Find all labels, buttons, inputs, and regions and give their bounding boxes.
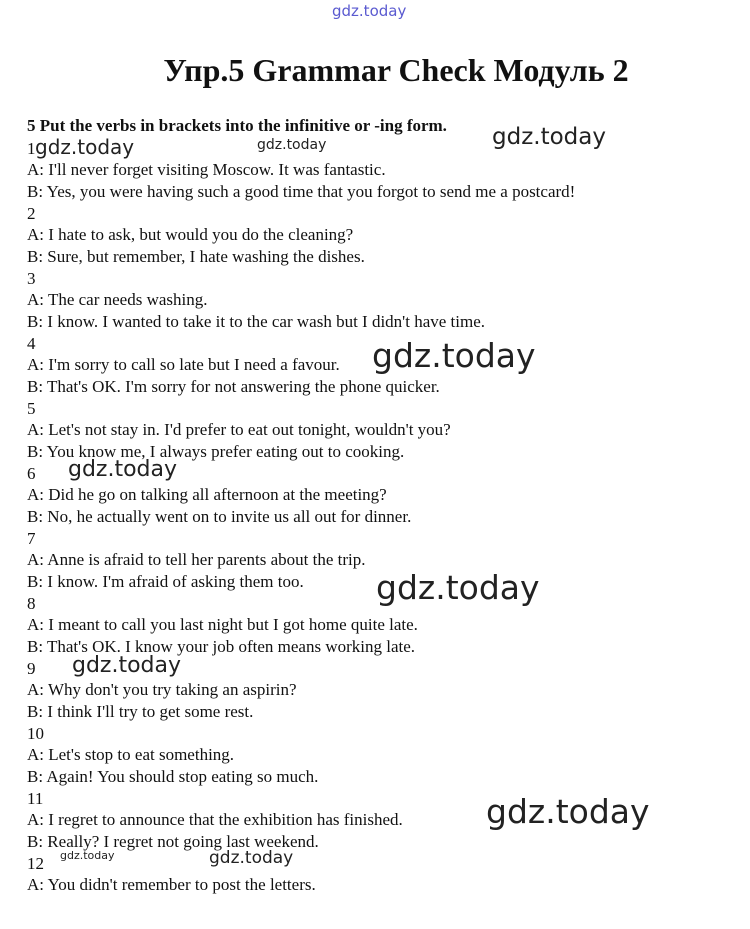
watermark: gdz.today xyxy=(376,568,540,607)
text-line: B: I know. I'm afraid of asking them too. xyxy=(27,572,304,591)
text-line: 2 xyxy=(27,204,36,223)
text-line: B: No, he actually went on to invite us all out for dinner. xyxy=(27,507,412,526)
text-line: 1 xyxy=(27,139,36,158)
text-line: 8 xyxy=(27,594,36,613)
text-line: 5 xyxy=(27,399,36,418)
text-line: A: Did he go on talking all afternoon at the meeting? xyxy=(27,485,387,504)
watermark: gdz.today xyxy=(72,653,182,678)
text-line: 10 xyxy=(27,724,44,743)
text-line: A: I hate to ask, but would you do the cleaning? xyxy=(27,225,354,244)
text-line: A: I meant to call you last night but I got home quite late. xyxy=(27,615,418,634)
watermark: gdz.today xyxy=(68,457,178,482)
text-line: 7 xyxy=(27,529,36,548)
text-line: A: Let's not stay in. I'd prefer to eat out tonight, wouldn't you? xyxy=(27,420,451,439)
watermark: gdz.today xyxy=(209,848,294,868)
text-line: B: Again! You should stop eating so much. xyxy=(27,767,319,786)
watermark: gdz.today xyxy=(486,792,650,831)
text-line: B: Sure, but remember, I hate washing the dishes. xyxy=(27,247,365,266)
text-line: 12 xyxy=(27,854,44,873)
text-line: 6 xyxy=(27,464,36,483)
text-line: B: You know me, I always prefer eating out to cooking. xyxy=(27,442,405,461)
text-line: A: Let's stop to eat something. xyxy=(27,745,235,764)
text-line: B: That's OK. I'm sorry for not answering the phone quicker. xyxy=(27,377,440,396)
text-line: A: I regret to announce that the exhibition has finished. xyxy=(27,810,403,829)
watermark-top: gdz.today xyxy=(332,2,407,20)
text-line: A: The car needs washing. xyxy=(27,290,208,309)
watermark: gdz.today xyxy=(35,135,135,159)
page-title: Упр.5 Grammar Check Модуль 2 xyxy=(163,52,629,88)
text-line: A: I'll never forget visiting Moscow. It was fantastic. xyxy=(27,160,386,179)
text-line: 4 xyxy=(27,334,36,353)
text-line: A: Anne is afraid to tell her parents about the trip. xyxy=(27,550,366,569)
watermark: gdz.today xyxy=(492,124,606,150)
watermark: gdz.today xyxy=(257,137,327,153)
text-line: B: I think I'll try to get some rest. xyxy=(27,702,254,721)
text-line: A: Why don't you try taking an aspirin? xyxy=(27,680,297,699)
text-line: B: Yes, you were having such a good time that you forgot to send me a postcard! xyxy=(27,182,576,201)
watermark: gdz.today xyxy=(372,336,536,375)
text-line: A: I'm sorry to call so late but I need a favour. xyxy=(27,355,340,374)
text-line: B: I know. I wanted to take it to the car wash but I didn't have time. xyxy=(27,312,486,331)
exercise-instruction: 5 Put the verbs in brackets into the infinitive or -ing form. xyxy=(27,116,447,135)
text-line: 11 xyxy=(27,789,44,808)
watermark: gdz.today xyxy=(60,849,115,862)
text-line: B: That's OK. I know your job often means working late. xyxy=(27,637,416,656)
text-line: 3 xyxy=(27,269,36,288)
text-line: 9 xyxy=(27,659,36,678)
text-line: B: Really? I regret not going last weekend. xyxy=(27,832,319,851)
text-line: A: You didn't remember to post the letters. xyxy=(27,875,316,894)
